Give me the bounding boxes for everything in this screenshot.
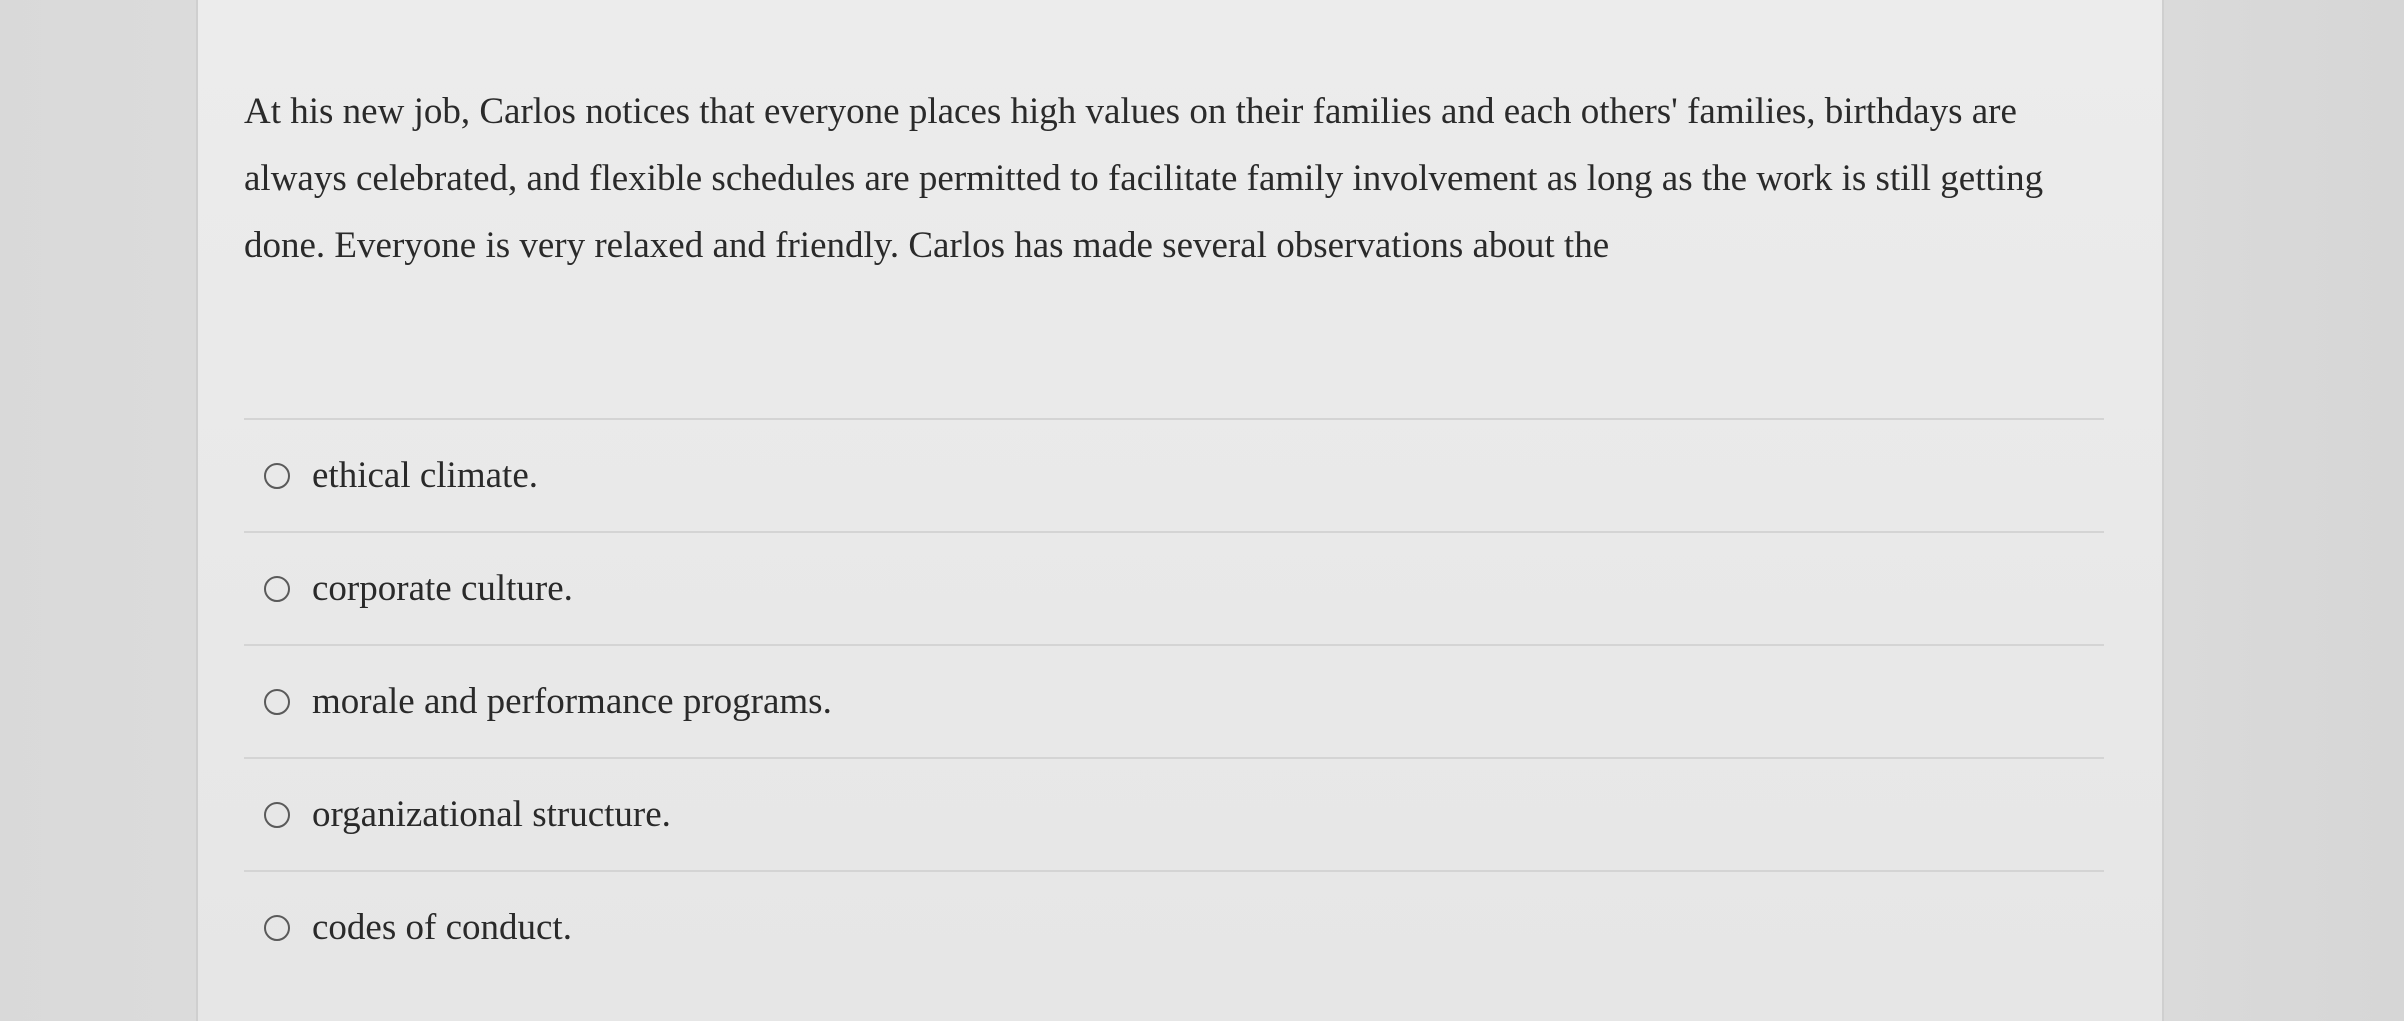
question-text: At his new job, Carlos notices that everyone places high values on their families and each others' families, birthdays are always celebrated, and flexible schedules are permitted to facilitate family involvement as long as the work is still getting done. Everyone is very relaxed and friendly. Carlos has made several observations about the <box>244 91 2044 266</box>
answer-option[interactable] <box>244 644 2104 757</box>
answer-option[interactable] <box>244 418 2104 531</box>
radio-button[interactable] <box>264 463 290 489</box>
radio-button[interactable] <box>264 689 290 715</box>
answer-label: corporate culture. <box>312 568 573 609</box>
radio-button[interactable] <box>264 915 290 941</box>
answer-label: codes of conduct. <box>312 907 572 948</box>
answer-label: morale and performance programs. <box>312 681 832 722</box>
answer-option[interactable] <box>244 757 2104 870</box>
answer-label: ethical climate. <box>312 455 538 496</box>
answer-option[interactable] <box>244 870 2104 983</box>
answer-label: organizational structure. <box>312 794 671 835</box>
answer-options <box>244 418 2104 983</box>
radio-button[interactable] <box>264 576 290 602</box>
answer-option[interactable] <box>244 531 2104 644</box>
radio-button[interactable] <box>264 802 290 828</box>
